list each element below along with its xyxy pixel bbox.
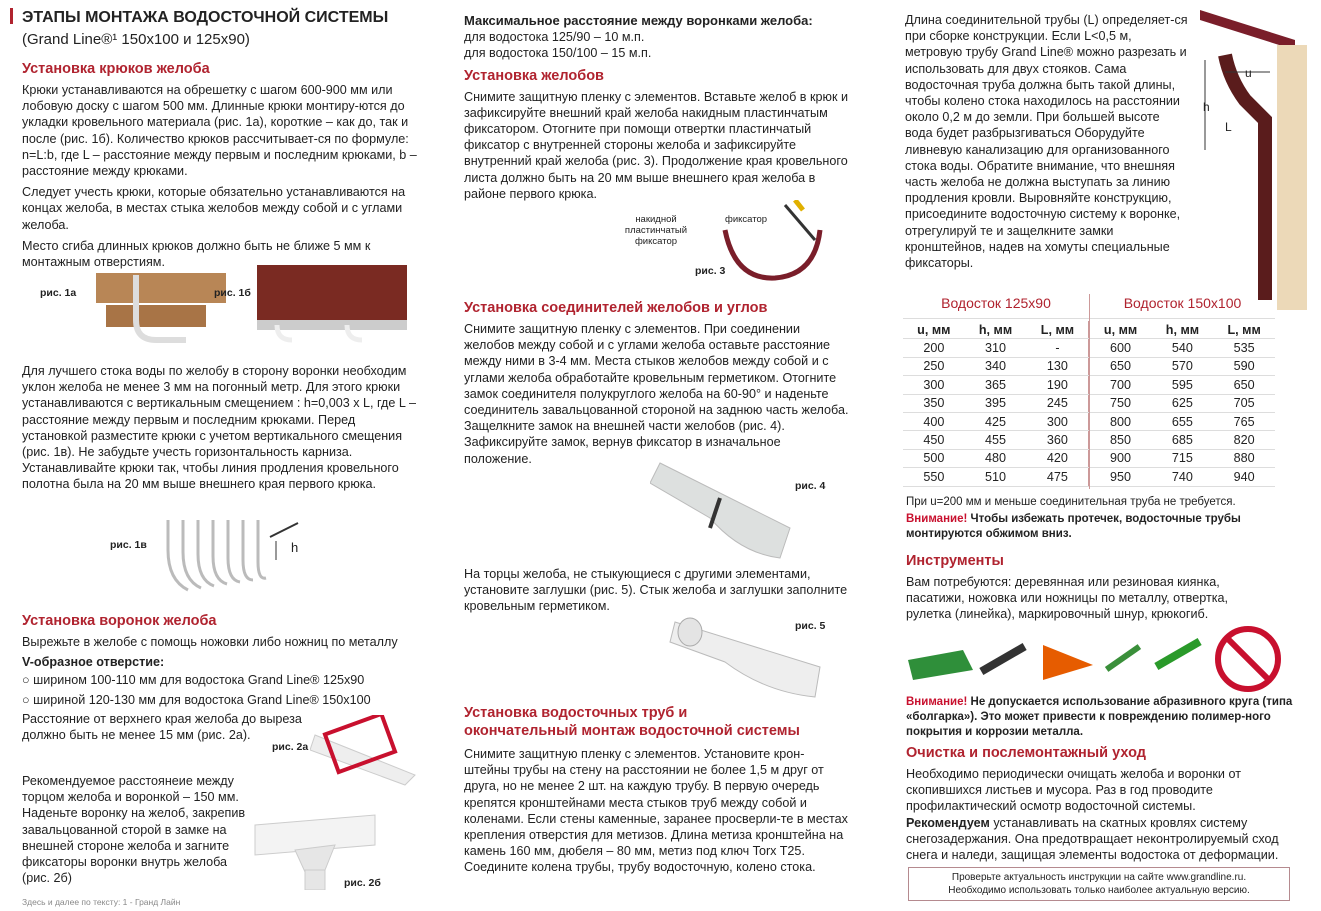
group-header: Водосток 125x90 xyxy=(941,295,1051,311)
table-cell: 535 xyxy=(1213,339,1275,357)
roof-hooks-image xyxy=(257,265,407,347)
page-subtitle: (Grand Line®¹ 150x100 и 125x90) xyxy=(22,31,250,48)
table-cell: 300 xyxy=(1026,412,1089,430)
figure-5 xyxy=(665,612,840,702)
paragraph: Для лучшего стока воды по желобу в сторону воронки необходим уклон желоба не менее 3 мм на погонный метр. Для этого крюки устанавливаются с вертикальным смещением : h=0,003 x L, где L – расстояние между первым и последним крюками. Перед установкой разместите крюки с учетом вертикального смещения (рис. 1в). Не забудьте учесть горизонтальность карниза. xyxy=(22,364,416,460)
table-cell: 190 xyxy=(1026,376,1089,394)
dimension-label-L: L xyxy=(1225,120,1232,134)
warning-label: Внимание! xyxy=(906,513,968,525)
table-cell: 475 xyxy=(1026,468,1089,486)
table-cell: 510 xyxy=(965,468,1027,486)
table-cell: 650 xyxy=(1089,357,1152,375)
paragraph: Вырежьте в желобе с помощь ножовки либо ножниц по металлу xyxy=(22,635,398,649)
table-cell: 400 xyxy=(903,412,965,430)
table-cell: 450 xyxy=(903,431,965,449)
mallet-icon xyxy=(979,643,1026,675)
paragraph: Снимите защитную пленку с элементов. Вставьте желоб в крюк и зафиксируйте внешний край желоба накидным пластинчатым фиксатором. Отогните при помощи отвертки пластинчатый фиксатор с внутренней стороны желоба и зафиксируйте внутренний край желоба (рис. 3). Продолжение края кровельного листа должно быть на 20 мм выше внешнего края желоба в районе первого крюка. xyxy=(464,89,848,201)
recommend-text: устанавливать на скатных кровлях систему снегозадержания. Она предотвращает неконтролируемый сход снега и наледи, защищая элементы водостока от деформации. xyxy=(906,815,1279,863)
figure-caption: рис. 5 xyxy=(795,620,826,632)
pliers-icon xyxy=(1043,645,1093,680)
list-item: ○ шириной 120-130 мм для водостока Grand Line® 150x100 xyxy=(22,692,371,707)
paragraph: На торцы желоба, не стыкующиеся с другими элементами, установите заглушки (рис. 5). Стык желоба и заглушки заполните кровельным герметиком. xyxy=(464,567,848,614)
section-heading: Инструменты xyxy=(906,553,1004,569)
subheading: V-образное отверстие: xyxy=(22,655,165,670)
table-cell: - xyxy=(1026,339,1089,357)
table-cell: 340 xyxy=(965,357,1027,375)
table-cell: 425 xyxy=(965,412,1027,430)
section-heading: Установка желобов xyxy=(464,67,604,84)
table-cell: 940 xyxy=(1213,468,1275,486)
figure-4 xyxy=(650,458,840,563)
screwdriver-icon xyxy=(1105,644,1141,672)
section-distance xyxy=(464,13,849,202)
table-cell: 310 xyxy=(965,339,1027,357)
table-cell: 250 xyxy=(903,357,965,375)
section-tools xyxy=(906,552,1246,623)
table-cell: 705 xyxy=(1213,394,1275,412)
gutter-connector-image xyxy=(650,458,800,563)
table-cell: 715 xyxy=(1152,449,1214,467)
section-heading: Очистка и послемонтажный уход xyxy=(906,745,1146,761)
recommend-label: Рекомендуем xyxy=(906,815,990,830)
text-line: для водостока 150/100 – 15 м.п. xyxy=(464,46,652,61)
figure-caption: рис. 1в xyxy=(110,539,147,551)
figure-1v xyxy=(110,515,320,595)
table-cell: 500 xyxy=(903,449,965,467)
text-line: для водостока 125/90 – 10 м.п. xyxy=(464,30,645,45)
bullet-list xyxy=(22,672,432,707)
dimension-label-h: h xyxy=(1203,100,1210,114)
paragraph: Место сгиба длинных крюков должно быть не ближе 5 мм к монтажным отверстиям. xyxy=(22,238,371,270)
notice-box xyxy=(908,867,1290,901)
column-header: u, мм xyxy=(903,321,965,339)
figure-3 xyxy=(615,200,830,285)
paragraph: Снимите защитную пленку с элементов. При соединении желобов между собой и с углами желоба оставьте расстояние между ними в 3-4 мм. Места стыков желобов между собой и с углами желоба обработайте кровельным герметиком. Отогните замок соединителя полукруглого желоба на 60-90° и наденьте соединитель завальцованной стороной на заднюю часть желоба. Защелкните замок на внешней части желобов (рис. 4). Зафиксируйте замок, вернув фиксатор в изначальное положение. xyxy=(464,322,849,466)
table-cell: 350 xyxy=(903,394,965,412)
list-item-text: шириной 120-130 мм для водостока Grand Line® 150x100 xyxy=(33,692,371,707)
table-cell: 590 xyxy=(1213,357,1275,375)
list-item-text: ширином 100-110 мм для водостока Grand Line® 125x90 xyxy=(33,673,365,688)
gutter-cross-section xyxy=(715,200,830,285)
section-heading: Установка соединителей желобов и углов xyxy=(464,300,768,316)
figure-caption: рис. 1а xyxy=(40,287,77,299)
warning-label: Внимание! xyxy=(906,696,968,708)
hook-bender-icon xyxy=(1154,638,1201,670)
column-header: h, мм xyxy=(1152,321,1214,339)
table-cell: 300 xyxy=(903,376,965,394)
list-item: ○ ширином 100-110 мм для водостока Grand Line® 125x90 xyxy=(22,673,365,688)
figure-2b xyxy=(250,805,390,890)
table-cell: 550 xyxy=(903,468,965,486)
table-cell: 595 xyxy=(1152,376,1214,394)
dimensions-table xyxy=(903,294,1275,487)
table-cell: 420 xyxy=(1026,449,1089,467)
footnote: Здесь и далее по тексту: 1 - Гранд Лайн xyxy=(22,897,181,907)
section-hooks xyxy=(22,60,417,270)
notice-line: Проверьте актуальность инструкции на сайте www.grandline.ru. xyxy=(951,872,1247,883)
table-note: При u=200 мм и меньше соединительная труба не требуется. xyxy=(906,496,1236,508)
subheading: Максимальное расстояние между воронками желоба: xyxy=(464,13,813,28)
hooks-offset-diagram xyxy=(158,515,318,595)
warning-text: Не допускается использование абразивного круга (типа «болгарка»). Это может привести к повреждению полимер-ного покрытия и коррозии металла. xyxy=(906,696,1293,738)
table-cell: 455 xyxy=(965,431,1027,449)
table-cell: 480 xyxy=(965,449,1027,467)
figure-label: фиксатор xyxy=(725,214,768,225)
table-cell: 650 xyxy=(1213,376,1275,394)
paragraph: Снимите защитную пленку с элементов. Установите крон-штейны трубы на стену на расстоянии не более 1,5 м друг от друга, но не менее 2 шт. на каждую трубу. В первую очередь крепятся кронштейнами места стыков труб между собой и коленами. Если стены каменные, заранее просверли-те в местах крепления отверстия для метизов. Длина метиза кронштейна на камень 160 мм, дюбеля – 80 мм, метиз под ключ Torx T25. Соедините колена трубы, трубу водосточную, колено стока. xyxy=(464,747,848,875)
column-header: L, мм xyxy=(1026,321,1089,339)
table-cell: 600 xyxy=(1089,339,1152,357)
table-cell: 880 xyxy=(1213,449,1275,467)
paragraph: Устанавливайте крюки так, чтобы линия продления кровельного полотна была на 20 мм выше внешнего края первого крюка. xyxy=(22,461,399,492)
dimension-label-u: u xyxy=(1245,66,1252,80)
figure-caption: рис. 4 xyxy=(795,480,826,492)
table-cell: 900 xyxy=(1089,449,1152,467)
table-cell: 365 xyxy=(965,376,1027,394)
downpipe-diagram xyxy=(1185,0,1321,312)
paragraph: Длина соединительной трубы (L) определяет-ся при сборке конструкции. Если L<0,5 м, метровую трубу Grand Line® можно разрезать и использовать для двух стояков. Сама водосточная труба должна быть такой длины, чтобы колено стока находилось на расстоянии около 0,2 м до земли. При большей высоте вода будет разбрызгиваться Оборудуйте ливневую канализацию для организованного стока воды. Обратите внимание, что внешняя часть желоба не должна выступать за линию продления кровли. Выровняйте конструкцию, присоедините водосточную систему к воронке, отрегулируй те и защелкните замки кронштейнов, надев на хомуты специальные фиксаторы. xyxy=(905,13,1188,271)
column-header: u, мм xyxy=(1089,321,1152,339)
table-cell: 820 xyxy=(1213,431,1275,449)
figure-1b xyxy=(212,265,412,347)
section-connectors xyxy=(464,299,849,467)
accent-bar xyxy=(10,8,13,24)
figure-2a xyxy=(270,715,420,790)
section-heading: Установка водосточных труб и окончательный монтаж водосточной системы xyxy=(464,705,800,739)
section-slope xyxy=(22,363,417,493)
table-cell: 850 xyxy=(1089,431,1152,449)
table-cell: 540 xyxy=(1152,339,1214,357)
table-cell: 740 xyxy=(1152,468,1214,486)
page-title: ЭТАПЫ МОНТАЖА ВОДОСТОЧНОЙ СИСТЕМЫ xyxy=(22,9,389,26)
figure-caption: рис. 3 xyxy=(695,265,726,277)
table-cell: 360 xyxy=(1026,431,1089,449)
table-cell: 750 xyxy=(1089,394,1152,412)
figure-caption: рис. 2б xyxy=(344,877,381,889)
paragraph: Следует учесть крюки, которые обязательно устанавливаются на концах желоба, в местах стыка желобов между собой и с углами желоба. xyxy=(22,185,406,232)
table-cell: 800 xyxy=(1089,412,1152,430)
table-cell: 685 xyxy=(1152,431,1214,449)
figure-1a xyxy=(36,265,236,347)
paragraph xyxy=(906,815,1291,864)
section-care xyxy=(906,744,1291,863)
tools-image xyxy=(903,625,1283,693)
paragraph: Вам потребуются: деревянная или резиновая киянка, пасатижи, ножовка или ножницы по металлу, отвертка, рулетка (линейка), маркировочный шнур, крюкогиб. xyxy=(906,575,1229,622)
group-header: Водосток 150x100 xyxy=(1123,295,1242,311)
warning-pipes xyxy=(906,512,1246,542)
table-group-headers xyxy=(903,294,1275,319)
table-divider xyxy=(1089,294,1090,489)
hacksaw-image xyxy=(310,715,420,790)
table-cell: 570 xyxy=(1152,357,1214,375)
paragraph: Рекомендуемое расстоянеие между торцом желоба и воронкой – 150 мм. Наденьте воронку на желоб, закрепив завальцованной сторой в замке на внешней стороне желоба и загните фиксаторы воронки внутрь желоба (рис. 2б) xyxy=(22,774,246,886)
dimension-label-h: h xyxy=(291,540,299,555)
warning-grinder xyxy=(906,695,1296,740)
column-header: h, мм xyxy=(965,321,1027,339)
table-cell: 765 xyxy=(1213,412,1275,430)
paragraph: Необходимо периодически очищать желоба и воронки от скопившихся листьев и мусора. Раз в год проводите профилактический осмотр водосточной системы. xyxy=(906,767,1241,814)
figure-label: накидной пластинчатый фиксатор xyxy=(624,214,688,247)
paragraph: Расстояние от верхнего края желоба до выреза должно быть не менее 15 мм (рис. 2а). xyxy=(22,711,302,743)
table-cell: 950 xyxy=(1089,468,1152,486)
figure-caption: рис. 1б xyxy=(214,287,251,299)
table-cell: 395 xyxy=(965,394,1027,412)
section-heading: Установка воронок желоба xyxy=(22,613,217,629)
figure-caption: рис. 2а xyxy=(272,741,309,753)
snips-icon xyxy=(908,650,973,680)
table-cell: 625 xyxy=(1152,394,1214,412)
table-cell: 245 xyxy=(1026,394,1089,412)
table-cell: 655 xyxy=(1152,412,1214,430)
warning-text: Чтобы избежать протечек, водосточные трубы монтируются обжимом вниз. xyxy=(906,513,1241,540)
column-header: L, мм xyxy=(1213,321,1275,339)
downpipe-image xyxy=(1185,0,1321,312)
section-heading: Установка крюков желоба xyxy=(22,61,210,77)
section-pipes xyxy=(464,704,849,876)
paragraph: Крюки устанавливаются на обрешетку с шагом 600-900 мм или лобовую доску с шагом 500 мм. Длинные крюки монтиру-ются до укладки кровельного материала (рис. 1а), короткие – как до, так и после (рис. 1б). Количество крюков рассчитывает-ся по формуле: n=L:b, где L – расстояние между первым и последним крюками, b – расстояние между крюками. xyxy=(22,83,417,179)
table-cell: 700 xyxy=(1089,376,1152,394)
table-cell: 200 xyxy=(903,339,965,357)
table-cell: 130 xyxy=(1026,357,1089,375)
notice-line: Необходимо использовать только наиболее актуальную версию. xyxy=(948,885,1250,896)
